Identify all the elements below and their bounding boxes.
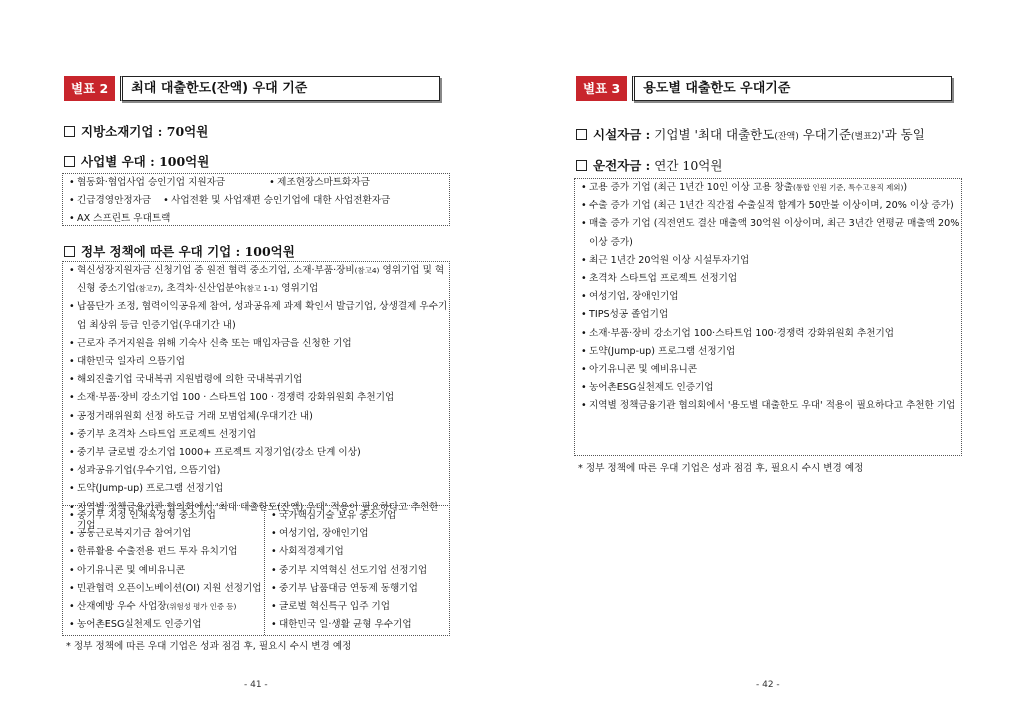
section-text: 기업별 '최대 대출한도 [650,127,775,142]
item-text: 아기유니콘 및 예비유니콘 [77,564,186,576]
list-item [69,177,225,188]
item-text: TIPS성공 졸업기업 [589,309,669,321]
item-text: 대한민국 일·생활 균형 우수기업 [278,619,412,631]
bullet-icon: • [581,309,587,321]
list-item [63,507,264,525]
section-value: 100억원 [159,154,210,169]
list-item [63,389,449,407]
policy-column-left [63,506,264,635]
business-list-box [62,173,450,226]
table-header [64,76,440,101]
item-text: 소재·부품·장비 강소기업 100·스타트업 100·경쟁력 강화위원회 추천기업 [589,327,895,339]
list-item [63,408,449,426]
item-text: 한류활용 수출전용 펀드 투자 유치기업 [77,546,238,558]
item-text: 긴급경영안정자금 [77,195,152,207]
item-text: 여성기업, 장애인기업 [278,528,369,540]
table-header [576,76,952,101]
list-item [575,197,961,215]
checkbox-square-icon [64,126,75,137]
bullet-icon: • [270,528,277,540]
list-item [575,270,961,288]
policy-two-column-box [62,505,450,636]
list-item [575,325,961,343]
bullet-icon: • [69,392,75,404]
footnote: * 정부 정책에 따른 우대 기업은 성과 점검 후, 필요시 수시 변경 예정 [66,641,352,652]
list-row [63,192,449,210]
list-item [265,580,449,598]
list-item [69,195,151,206]
list-item [269,177,370,188]
checkbox-square-icon [64,246,75,257]
list-item [575,343,961,361]
list-item [63,480,449,498]
list-item [265,598,449,616]
list-item [163,195,390,206]
section-small: (별표2) [851,132,882,142]
bullet-icon: • [581,182,587,193]
list-item [63,353,449,371]
item-text: 도약(Jump-up) 프로그램 선정기업 [77,483,224,495]
item-text: 혁신성장지원자금 신청기업 중 원전 협력 중소기업, 소재·부품·장비 [77,265,355,276]
list-item [63,262,449,298]
bullet-icon: • [69,177,75,188]
bullet-icon: • [69,582,75,594]
item-text: 산재예방 우수 사업장 [77,601,167,613]
bullet-icon: • [581,218,587,230]
list-item [265,543,449,561]
section-text: '과 동일 [881,127,925,142]
list-item [63,371,449,389]
appendix-tag: 별표 2 [64,76,115,101]
section-text: 우대기준 [798,127,852,142]
item-text: 근로자 주거지원을 위해 기숙사 신축 또는 매입자금을 신청한 기업 [77,337,352,349]
bullet-icon: • [69,356,75,368]
item-text: 공정거래위원회 선정 하도급 거래 모범업체(우대기간 내) [77,410,313,422]
list-item [63,580,264,598]
section-text: 연간 10억원 [650,158,723,173]
page-42 [512,0,1024,724]
bullet-icon: • [69,546,75,558]
list-item [63,426,449,444]
item-note: (참고7) [135,284,161,294]
item-text: 소재·부품·장비 강소기업 100 · 스타트업 100 · 경쟁력 강화위원회 추천기업 [77,392,395,404]
item-note: (참고 1-1) [243,284,279,294]
item-text: 농어촌ESG실천제도 인증기업 [77,619,202,631]
item-text: 고용 증가 기업 (최근 1년간 10인 이상 고용 창출 [589,182,793,193]
appendix-title: 용도별 대출한도 우대기준 [632,76,952,101]
bullet-icon: • [581,273,587,285]
section-working [576,156,722,174]
bullet-icon: • [270,619,277,631]
item-note: (위험성 평가 인증 등) [166,602,237,612]
section-value: 100억원 [244,244,295,259]
section-policy [64,242,295,260]
item-text: 중기부 지역혁신 선도기업 선정기업 [278,564,428,576]
section-small: (잔액) [774,132,799,142]
list-item [575,361,961,379]
bullet-icon: • [69,374,75,386]
checkbox-square-icon [576,160,587,171]
bullet-icon: • [270,546,277,558]
list-row [63,210,449,228]
item-text: 수출 증가 기업 (최근 1년간 직간접 수출실적 합계가 50만불 이상이며, 20% 이상 증가) [589,200,954,212]
bullet-icon: • [69,301,75,313]
item-text: 사업전환 및 사업재편 승인기업에 대한 사업전환자금 [171,195,391,207]
list-item [575,288,961,306]
list-item [265,562,449,580]
working-capital-list-box [574,178,962,456]
item-text: 중기부 지정 인재육성형 중소기업 [77,510,216,521]
bullet-icon: • [581,382,587,394]
list-item [63,562,264,580]
bullet-icon: • [270,601,277,613]
section-label: 사업별 우대 : [81,154,155,169]
item-text: 대한민국 일자리 으뜸기업 [77,356,186,368]
item-text: 아기유니콘 및 예비유니콘 [589,364,698,376]
bullet-icon: • [581,345,587,357]
bullet-icon: • [69,601,75,613]
item-text: 사회적경제기업 [278,546,344,558]
item-text: 민관협력 오픈이노베이션(OI) 지원 선정기업 [77,582,262,594]
item-text: 지역별 정책금융기관 협의회에서 '최대 대출한도(잔액) 우대' 적용이 필요하다고 추천한 기업 [77,501,439,531]
item-text: 도약(Jump-up) 프로그램 선정기업 [589,345,736,357]
bullet-icon: • [581,400,587,412]
list-item [575,379,961,397]
bullet-icon: • [69,619,75,631]
list-item [265,616,449,634]
item-text: AX 스프린트 우대트랙 [77,213,171,225]
bullet-icon: • [69,213,75,225]
item-text: ) [903,182,908,193]
list-item [265,507,449,525]
list-item [63,598,264,616]
item-text: 매출 증가 기업 (직전연도 결산 매출액 30억원 이상이며, 최근 3년간 연평균 매출액 20% 이상 증가) [589,218,960,248]
section-label: 정부 정책에 따른 우대 기업 : [81,244,241,259]
bullet-icon: • [69,510,75,521]
list-item [575,397,961,415]
list-item [575,215,961,251]
bullet-icon: • [69,337,75,349]
item-text: 중기부 초격차 스타트업 프로젝트 선정기업 [77,428,257,440]
bullet-icon: • [581,327,587,339]
bullet-icon: • [581,364,587,376]
list-item [69,213,170,224]
bullet-icon: • [163,195,169,207]
section-facility [576,125,925,143]
item-text: 국가핵심기술 보유 중소기업 [278,510,397,521]
bullet-icon: • [269,177,275,188]
item-text: 중기부 납품대금 연동제 동행기업 [278,582,418,594]
item-text: 초격차 스타트업 프로젝트 선정기업 [589,273,738,285]
section-regional [64,122,208,140]
item-text: 중기부 글로벌 강소기업 1000+ 프로젝트 지정기업(강소 단계 이상) [77,447,361,459]
bullet-icon: • [69,447,75,459]
list-item [63,616,264,634]
bullet-icon: • [581,254,587,266]
section-label: 지방소재기업 : [81,124,163,139]
list-item [63,525,264,543]
list-item [63,543,264,561]
bullet-icon: • [69,410,75,422]
section-business [64,152,209,170]
section-label: 운전자금 : [593,158,651,173]
list-item [63,335,449,353]
item-text: 여성기업, 장애인기업 [589,291,679,303]
bullet-icon: • [69,428,75,440]
checkbox-square-icon [64,156,75,167]
bullet-icon: • [270,510,277,521]
item-text: 제조현장스마트화자금 [277,177,370,188]
item-text: 영위기업 [278,283,319,295]
footnote: * 정부 정책에 따른 우대 기업은 성과 점검 후, 필요시 수시 변경 예정 [578,463,864,474]
item-note: (참고4) [354,266,380,275]
item-text: 지역별 정책금융기관 협의회에서 '용도별 대출한도 우대' 적용이 필요하다고 추천한 기업 [589,400,956,412]
bullet-icon: • [581,291,587,303]
bullet-icon: • [581,200,587,212]
list-item [63,462,449,480]
bullet-icon: • [270,564,277,576]
item-text: 성과공유기업(우수기업, 으뜸기업) [77,465,221,477]
bullet-icon: • [69,195,75,207]
page-number: - 42 - [756,680,780,690]
policy-column-right [264,506,449,635]
list-item [265,525,449,543]
section-label: 시설자금 : [593,127,651,142]
page-number: - 41 - [244,680,268,690]
item-text: , 초격차·신산업분야 [160,283,244,295]
list-item [63,298,449,334]
item-text: 농어촌ESG실천제도 인증기업 [589,382,714,394]
bullet-icon: • [69,483,75,495]
list-item [63,444,449,462]
bullet-icon: • [270,582,277,594]
bullet-icon: • [69,501,75,513]
section-value: 70억원 [166,124,209,139]
bullet-icon: • [69,465,75,477]
item-text: 해외진출기업 국내복귀 지원법령에 의한 국내복귀기업 [77,374,303,386]
item-note: (통합 인원 기준, 특수고용직 제외) [793,183,904,192]
appendix-tag: 별표 3 [576,76,627,101]
list-item [575,306,961,324]
item-text: 글로벌 혁신특구 입주 기업 [278,601,391,613]
list-item [575,252,961,270]
checkbox-square-icon [576,129,587,140]
item-text: 납품단가 조정, 협력이익공유제 참여, 성과공유제 과제 확인서 발급기업, 상생결제 우수기업 최상위 등급 인증기업(우대기간 내) [77,301,448,331]
bullet-icon: • [69,564,75,576]
item-text: 협동화·협업사업 승인기업 지원자금 [77,177,226,188]
list-row [63,174,449,192]
item-text: 최근 1년간 20억원 이상 시설투자기업 [589,254,750,266]
item-text: 공동근로복지기금 참여기업 [77,528,192,540]
appendix-title: 최대 대출한도(잔액) 우대 기준 [120,76,440,101]
list-item [575,179,961,197]
bullet-icon: • [69,265,75,276]
bullet-icon: • [69,528,75,540]
item-text: 영위기업 및 혁신형 중소기업 [77,265,445,295]
